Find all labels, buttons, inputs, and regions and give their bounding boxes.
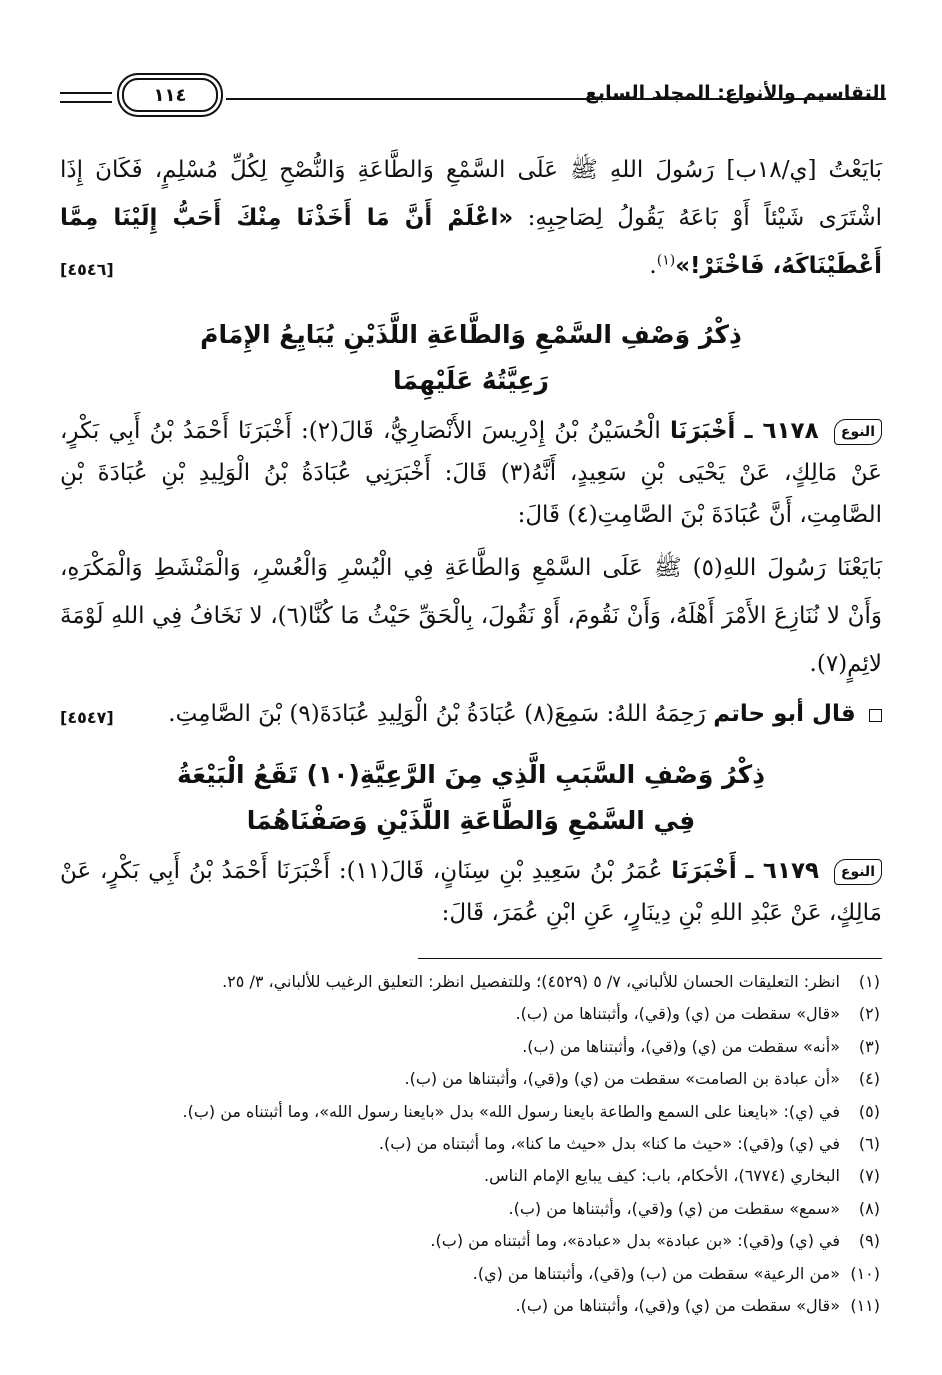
header-rule (226, 98, 886, 100)
footnote-text: «أن عبادة بن الصامت» سقطت من (ي) و(قي)، وأثبتناها من (ب). (404, 1069, 840, 1089)
heading-line: رَعِيَّتُهُ عَلَيْهِمَا (393, 366, 549, 395)
footnote-number: (٦) (858, 1134, 880, 1154)
type-badge: النوع (834, 419, 882, 445)
footnote (60, 966, 880, 998)
intro-bold-quote: «اعْلَمْ أَنَّ مَا أَخَذْنَا مِنْكَ أَحَبُّ إِلَيْنَا مِمَّا أَعْطَيْنَاكَهُ، فَاخْتَرْ!» (60, 205, 882, 279)
footnote-separator (418, 958, 882, 959)
footnote (60, 1290, 880, 1322)
footnote-text: «سمع» سقطت من (ي) و(قي)، وأثبتناها من (ب). (508, 1198, 840, 1218)
footnote (60, 1258, 880, 1290)
heading-line: فِي السَّمْعِ وَالطَّاعَةِ اللَّذَيْنِ وَصَفْنَاهُمَا (246, 806, 696, 835)
footnote-text: في (ي) و(قي): «بن عبادة» بدل «عبادة»، وما أثبتناه من (ب). (430, 1231, 840, 1251)
intro-text: بَايَعْتُ [ي/١٨ب] رَسُولَ اللهِ ﷺ عَلَى السَّمْعِ وَالطَّاعَةِ وَالنُّصْحِ لِكُلِّ مُسْلِمٍ، فَكَانَ إِذَا اشْتَرَى شَيْئاً أَوْ بَاعَهُ يَقُولُ لِصَاحِبِهِ: (60, 157, 883, 231)
footnote (60, 1063, 880, 1095)
footnote-number: (٧) (858, 1166, 880, 1186)
matn-text: بَايَعْنَا رَسُولَ اللهِ(٥) ﷺ عَلَى السَّمْعِ وَالطَّاعَةِ فِي الْيُسْرِ وَالْعُسْرِ، وَالْمَنْشَطِ وَالْمَكْرَهِ، وَأَنْ لا نُنَازِعَ الأَمْرَ أَهْلَهُ، وَأَنْ نَقُومَ، أَوْ نَقُولَ، بِالْحَقِّ حَيْثُ مَا كُنَّا(٦)، لا نَخَافُ فِي اللهِ لَوْمَةَ لائِمٍ(٧). (60, 555, 883, 677)
hadith-ref: [٤٥٤٧] (60, 708, 114, 727)
footnote-number: (٥) (858, 1101, 880, 1121)
footnote-number: (٤) (858, 1069, 880, 1089)
footnote (60, 1031, 880, 1063)
footnote-number: (٢) (858, 1004, 880, 1024)
footnote (60, 1193, 880, 1225)
header-title: التقاسيم والأنواع: المجلد السابع (584, 82, 886, 104)
comment-lead: قال أبو حاتم (713, 701, 856, 727)
footnote-text: في (ي): «بايعنا على السمع والطاعة بايعنا رسول الله» بدل «بايعنا رسول الله»، وما أثبتناه من (ب). (182, 1101, 840, 1121)
page-number: ١١٤ (122, 78, 218, 112)
footnote-number: (١٠) (850, 1263, 880, 1283)
footnote-text: البخاري (٦٧٧٤)، الأحكام، باب: كيف يبايع الإمام الناس. (484, 1166, 840, 1186)
footnote-text: في (ي) و(قي): «حيث ما كنا» بدل «حيث ما كنا»، وما أثبتناه من (ب). (378, 1134, 840, 1154)
header-double-rule (60, 92, 112, 103)
type-badge: النوع (834, 859, 882, 885)
hadith-number: ٦١٧٨ ـ (744, 418, 819, 444)
footnote-number: (٨) (858, 1198, 880, 1218)
footnote-text: «قال» سقطت من (ي) و(قي)، وأثبتناها من (ب). (515, 1004, 840, 1024)
isnad-lead: أَخْبَرَنَا (671, 858, 737, 884)
hadith-6178 (60, 410, 882, 740)
footnote-text: «من الرعية» سقطت من (ب) و(قي)، وأثبتناها من (ي). (472, 1263, 840, 1283)
footnote-number: (١١) (850, 1296, 880, 1316)
footnotes-list (60, 966, 880, 1322)
footnote-text: «قال» سقطت من (ي) و(قي)، وأثبتناها من (ب). (515, 1296, 840, 1316)
footnote (60, 1225, 880, 1257)
hadith-number: ٦١٧٩ ـ (745, 858, 820, 884)
section-heading (60, 752, 882, 844)
footnote-number: (٣) (858, 1036, 880, 1056)
footnote (60, 998, 880, 1030)
isnad-lead: أَخْبَرَنَا (669, 418, 736, 444)
footnote (60, 1160, 880, 1192)
hadith-ref: [٤٥٤٦] (60, 260, 114, 279)
footnote (60, 1128, 880, 1160)
footnote-text: انظر: التعليقات الحسان للألباني، ٧/ ٥ (٤٥٢٩)؛ وللتفصيل انظر: التعليق الرغيب للألباني، ٣/ ٢٥. (222, 972, 840, 991)
intro-paragraph: بَايَعْتُ [ي/١٨ب] رَسُولَ اللهِ ﷺ عَلَى السَّمْعِ وَالطَّاعَةِ وَالنُّصْحِ لِكُلِّ مُسْلِمٍ، فَكَانَ إِذَا اشْتَرَى شَيْئاً أَوْ بَاعَهُ يَقُولُ لِصَاحِبِهِ: «اعْلَمْ أَنَّ مَا أَخَذْنَا مِنْكَ أَحَبُّ إِلَيْنَا مِمَّا أَعْطَيْنَاكَهُ، فَاخْتَرْ!»$^{(١)}$. [٤٥٤٦] (60, 146, 882, 294)
footnote (60, 1096, 880, 1128)
isnad-text: الْحُسَيْنُ بْنُ إِدْرِيسَ الأَنْصَارِيُّ، قَالَ(٢): أَخْبَرَنَا أَحْمَدُ بْنُ أَبِي بَكْرٍ، عَنْ مَالِكٍ، عَنْ يَحْيَى بْنِ سَعِيدٍ، أَنَّهُ(٣) قَالَ: أَخْبَرَنِي عُبَادَةُ بْنُ الْوَلِيدِ بْنِ عُبَادَةَ بْنِ الصَّامِتِ، أَنَّ عُبَادَةَ بْنَ الصَّامِتِ(٤) قَالَ: (60, 418, 883, 528)
heading-line: ذِكْرُ وَصْفِ السَّمْعِ وَالطَّاعَةِ اللَّذَيْنِ يُبَايِعُ الإِمَامَ (200, 320, 742, 349)
section-heading (60, 312, 882, 404)
heading-line: ذِكْرُ وَصْفِ السَّبَبِ الَّذِي مِنَ الرَّعِيَّةِ(١٠) تَقَعُ الْبَيْعَةُ (176, 760, 766, 789)
footnote-number: (١) (858, 972, 880, 991)
footnote-text: «أنه» سقطت من (ي) و(قي)، وأثبتناها من (ب). (522, 1036, 840, 1056)
running-header (60, 78, 886, 116)
footnote-ref: (١) (656, 252, 676, 269)
hadith-6179 (60, 850, 882, 934)
comment-text: رَحِمَهُ اللهُ: سَمِعَ(٨) عُبَادَةُ بْنُ الْوَلِيدِ عُبَادَةَ(٩) بْنَ الصَّامِتِ. (168, 701, 706, 727)
footnote-number: (٩) (858, 1231, 880, 1251)
isnad-text: عُمَرُ بْنُ سَعِيدِ بْنِ سِنَانٍ، قَالَ(١١): أَخْبَرَنَا أَحْمَدُ بْنُ أَبِي بَكْرٍ، عَنْ مَالِكٍ، عَنْ عَبْدِ اللهِ بْنِ دِينَارٍ، عَنِ ابْنِ عُمَرَ، قَالَ: (60, 858, 882, 926)
comment-square-icon (869, 709, 882, 722)
